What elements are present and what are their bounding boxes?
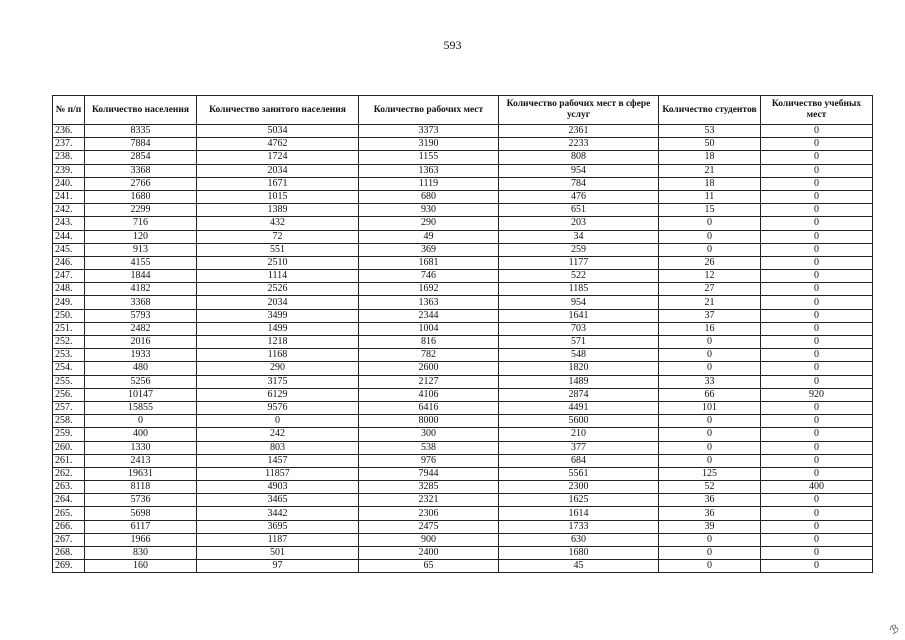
table-cell: 0 xyxy=(761,309,873,322)
table-cell: 0 xyxy=(659,454,761,467)
table-cell: 0 xyxy=(761,401,873,414)
table-cell: 2413 xyxy=(85,454,197,467)
table-cell: 120 xyxy=(85,230,197,243)
table-cell: 0 xyxy=(659,560,761,573)
table-cell: 2361 xyxy=(499,125,659,138)
table-cell: 4762 xyxy=(197,138,359,151)
table-row xyxy=(53,375,873,388)
table-row xyxy=(53,243,873,256)
table-cell: 160 xyxy=(85,560,197,573)
table-row xyxy=(53,309,873,322)
table-cell: 369 xyxy=(359,243,499,256)
table-cell: 2321 xyxy=(359,494,499,507)
table-cell: 0 xyxy=(659,415,761,428)
table-cell: 19631 xyxy=(85,467,197,480)
table-row xyxy=(53,415,873,428)
table-cell: 782 xyxy=(359,349,499,362)
table-cell: 5256 xyxy=(85,375,197,388)
table-cell: 1185 xyxy=(499,283,659,296)
table-row xyxy=(53,507,873,520)
table-cell: 2127 xyxy=(359,375,499,388)
table-header-row xyxy=(53,96,873,125)
table-cell: 1641 xyxy=(499,309,659,322)
table-cell: 0 xyxy=(761,507,873,520)
header-population: Количество населения xyxy=(85,96,197,125)
table-cell: 1614 xyxy=(499,507,659,520)
table-row xyxy=(53,533,873,546)
table-cell: 0 xyxy=(761,177,873,190)
table-row xyxy=(53,560,873,573)
row-number-cell: 248. xyxy=(53,283,85,296)
table-body xyxy=(53,125,873,573)
table-cell: 377 xyxy=(499,441,659,454)
row-number-cell: 241. xyxy=(53,190,85,203)
table-cell: 8000 xyxy=(359,415,499,428)
row-number-cell: 242. xyxy=(53,204,85,217)
table-cell: 2306 xyxy=(359,507,499,520)
row-number-cell: 247. xyxy=(53,270,85,283)
table-cell: 34 xyxy=(499,230,659,243)
table-row xyxy=(53,467,873,480)
table-cell: 1015 xyxy=(197,190,359,203)
table-cell: 65 xyxy=(359,560,499,573)
table-cell: 3373 xyxy=(359,125,499,138)
table-cell: 0 xyxy=(761,547,873,560)
table-cell: 630 xyxy=(499,533,659,546)
table-cell: 0 xyxy=(85,415,197,428)
table-cell: 49 xyxy=(359,230,499,243)
table-row xyxy=(53,177,873,190)
table-cell: 16 xyxy=(659,322,761,335)
row-number-cell: 246. xyxy=(53,256,85,269)
table-cell: 2874 xyxy=(499,388,659,401)
table-cell: 1681 xyxy=(359,256,499,269)
table-cell: 0 xyxy=(761,283,873,296)
row-number-cell: 254. xyxy=(53,362,85,375)
row-number-cell: 252. xyxy=(53,336,85,349)
table-cell: 954 xyxy=(499,296,659,309)
table-row xyxy=(53,190,873,203)
table-cell: 0 xyxy=(659,349,761,362)
table-cell: 4155 xyxy=(85,256,197,269)
table-cell: 7944 xyxy=(359,467,499,480)
table-cell: 0 xyxy=(761,441,873,454)
row-number-cell: 260. xyxy=(53,441,85,454)
table-cell: 5561 xyxy=(499,467,659,480)
header-employed-population: Количество занятого населения xyxy=(197,96,359,125)
table-cell: 0 xyxy=(761,204,873,217)
row-number-cell: 269. xyxy=(53,560,85,573)
table-cell: 2034 xyxy=(197,164,359,177)
table-cell: 210 xyxy=(499,428,659,441)
table-cell: 2344 xyxy=(359,309,499,322)
table-cell: 39 xyxy=(659,520,761,533)
table-cell: 548 xyxy=(499,349,659,362)
table-cell: 0 xyxy=(761,375,873,388)
table-cell: 716 xyxy=(85,217,197,230)
table-cell: 1625 xyxy=(499,494,659,507)
table-cell: 954 xyxy=(499,164,659,177)
table-row xyxy=(53,520,873,533)
data-table xyxy=(52,95,873,573)
table-cell: 2766 xyxy=(85,177,197,190)
table-row xyxy=(53,322,873,335)
row-number-cell: 239. xyxy=(53,164,85,177)
table-cell: 6416 xyxy=(359,401,499,414)
table-cell: 1724 xyxy=(197,151,359,164)
table-cell: 400 xyxy=(761,481,873,494)
table-cell: 680 xyxy=(359,190,499,203)
table-cell: 26 xyxy=(659,256,761,269)
table-cell: 1004 xyxy=(359,322,499,335)
table-cell: 0 xyxy=(659,533,761,546)
table-cell: 0 xyxy=(761,520,873,533)
table-cell: 0 xyxy=(761,322,873,335)
table-cell: 1933 xyxy=(85,349,197,362)
table-cell: 0 xyxy=(761,125,873,138)
row-number-cell: 244. xyxy=(53,230,85,243)
table-row xyxy=(53,256,873,269)
table-cell: 0 xyxy=(761,151,873,164)
table-row xyxy=(53,481,873,494)
table-cell: 480 xyxy=(85,362,197,375)
table-row xyxy=(53,336,873,349)
table-cell: 8335 xyxy=(85,125,197,138)
row-number-cell: 264. xyxy=(53,494,85,507)
table-cell: 1733 xyxy=(499,520,659,533)
table-cell: 1168 xyxy=(197,349,359,362)
table-cell: 1218 xyxy=(197,336,359,349)
table-row xyxy=(53,125,873,138)
table-cell: 21 xyxy=(659,164,761,177)
table-cell: 808 xyxy=(499,151,659,164)
table-cell: 0 xyxy=(761,336,873,349)
table-cell: 36 xyxy=(659,507,761,520)
table-cell: 476 xyxy=(499,190,659,203)
table-row xyxy=(53,296,873,309)
table-cell: 920 xyxy=(761,388,873,401)
table-cell: 6117 xyxy=(85,520,197,533)
header-service-jobs: Количество рабочих мест в сфере услуг xyxy=(499,96,659,125)
table-cell: 1844 xyxy=(85,270,197,283)
table-cell: 12 xyxy=(659,270,761,283)
table-cell: 101 xyxy=(659,401,761,414)
table-cell: 6129 xyxy=(197,388,359,401)
table-cell: 1820 xyxy=(499,362,659,375)
table-cell: 259 xyxy=(499,243,659,256)
table-cell: 52 xyxy=(659,481,761,494)
table-cell: 37 xyxy=(659,309,761,322)
table-cell: 3368 xyxy=(85,296,197,309)
table-cell: 203 xyxy=(499,217,659,230)
table-cell: 830 xyxy=(85,547,197,560)
table-cell: 1363 xyxy=(359,296,499,309)
table-cell: 0 xyxy=(761,243,873,256)
table-row xyxy=(53,388,873,401)
table-cell: 18 xyxy=(659,151,761,164)
table-row xyxy=(53,217,873,230)
table-cell: 1680 xyxy=(85,190,197,203)
table-cell: 1330 xyxy=(85,441,197,454)
row-number-cell: 267. xyxy=(53,533,85,546)
table-cell: 1671 xyxy=(197,177,359,190)
table-cell: 0 xyxy=(761,560,873,573)
page-number: 593 xyxy=(443,38,462,52)
table-cell: 0 xyxy=(761,296,873,309)
table-cell: 50 xyxy=(659,138,761,151)
table-cell: 571 xyxy=(499,336,659,349)
table-cell: 0 xyxy=(659,547,761,560)
table-cell: 0 xyxy=(761,467,873,480)
table-cell: 1155 xyxy=(359,151,499,164)
table-cell: 1187 xyxy=(197,533,359,546)
table-cell: 930 xyxy=(359,204,499,217)
table-cell: 4182 xyxy=(85,283,197,296)
table-cell: 2299 xyxy=(85,204,197,217)
table-row xyxy=(53,151,873,164)
table-cell: 0 xyxy=(659,217,761,230)
table-cell: 432 xyxy=(197,217,359,230)
table-row xyxy=(53,164,873,177)
table-cell: 2600 xyxy=(359,362,499,375)
table-cell: 1680 xyxy=(499,547,659,560)
table-cell: 18 xyxy=(659,177,761,190)
row-number-cell: 236. xyxy=(53,125,85,138)
table-cell: 0 xyxy=(659,243,761,256)
table-cell: 0 xyxy=(761,217,873,230)
row-number-cell: 255. xyxy=(53,375,85,388)
table-row xyxy=(53,428,873,441)
table-cell: 501 xyxy=(197,547,359,560)
table-cell: 1389 xyxy=(197,204,359,217)
table-cell: 15 xyxy=(659,204,761,217)
row-number-cell: 257. xyxy=(53,401,85,414)
table-cell: 0 xyxy=(761,362,873,375)
table-cell: 9576 xyxy=(197,401,359,414)
header-jobs: Количество рабочих мест xyxy=(359,96,499,125)
table-row xyxy=(53,204,873,217)
row-number-cell: 268. xyxy=(53,547,85,560)
table-cell: 538 xyxy=(359,441,499,454)
table-cell: 11857 xyxy=(197,467,359,480)
table-cell: 125 xyxy=(659,467,761,480)
table-cell: 290 xyxy=(359,217,499,230)
table-cell: 3175 xyxy=(197,375,359,388)
table-cell: 784 xyxy=(499,177,659,190)
table-cell: 0 xyxy=(761,494,873,507)
row-number-cell: 259. xyxy=(53,428,85,441)
table-cell: 0 xyxy=(761,428,873,441)
header-study-places: Количество учебных мест xyxy=(761,96,873,125)
table-cell: 72 xyxy=(197,230,359,243)
table-row xyxy=(53,441,873,454)
table-cell: 551 xyxy=(197,243,359,256)
table-cell: 2233 xyxy=(499,138,659,151)
table-cell: 2016 xyxy=(85,336,197,349)
table-cell: 4903 xyxy=(197,481,359,494)
table-cell: 97 xyxy=(197,560,359,573)
table-cell: 45 xyxy=(499,560,659,573)
table-cell: 21 xyxy=(659,296,761,309)
table-cell: 2475 xyxy=(359,520,499,533)
row-number-cell: 245. xyxy=(53,243,85,256)
table-row xyxy=(53,454,873,467)
table-cell: 2526 xyxy=(197,283,359,296)
handwritten-mark: ℬ xyxy=(888,622,902,638)
table-cell: 3465 xyxy=(197,494,359,507)
table-row xyxy=(53,138,873,151)
table-cell: 3190 xyxy=(359,138,499,151)
table-cell: 0 xyxy=(659,336,761,349)
table-cell: 1692 xyxy=(359,283,499,296)
table-cell: 803 xyxy=(197,441,359,454)
table-cell: 0 xyxy=(659,362,761,375)
row-number-cell: 262. xyxy=(53,467,85,480)
row-number-cell: 238. xyxy=(53,151,85,164)
table-cell: 0 xyxy=(761,454,873,467)
table-cell: 0 xyxy=(761,230,873,243)
table-cell: 1489 xyxy=(499,375,659,388)
table-cell: 400 xyxy=(85,428,197,441)
table-row xyxy=(53,349,873,362)
table-cell: 15855 xyxy=(85,401,197,414)
table-cell: 651 xyxy=(499,204,659,217)
header-row-number: № п/п xyxy=(53,96,85,125)
table-cell: 3695 xyxy=(197,520,359,533)
table-cell: 33 xyxy=(659,375,761,388)
row-number-cell: 266. xyxy=(53,520,85,533)
table-cell: 746 xyxy=(359,270,499,283)
row-number-cell: 258. xyxy=(53,415,85,428)
row-number-cell: 251. xyxy=(53,322,85,335)
row-number-cell: 256. xyxy=(53,388,85,401)
table-row xyxy=(53,547,873,560)
row-number-cell: 253. xyxy=(53,349,85,362)
table-cell: 0 xyxy=(761,256,873,269)
table-cell: 3285 xyxy=(359,481,499,494)
table-row xyxy=(53,362,873,375)
table-cell: 0 xyxy=(761,270,873,283)
table-cell: 913 xyxy=(85,243,197,256)
table-row xyxy=(53,494,873,507)
table-cell: 2482 xyxy=(85,322,197,335)
table-cell: 10147 xyxy=(85,388,197,401)
table-cell: 7884 xyxy=(85,138,197,151)
table-cell: 53 xyxy=(659,125,761,138)
table-cell: 300 xyxy=(359,428,499,441)
table-cell: 1363 xyxy=(359,164,499,177)
row-number-cell: 263. xyxy=(53,481,85,494)
table-cell: 242 xyxy=(197,428,359,441)
table-cell: 5793 xyxy=(85,309,197,322)
table-cell: 5736 xyxy=(85,494,197,507)
table-cell: 0 xyxy=(761,190,873,203)
table-cell: 4491 xyxy=(499,401,659,414)
table-cell: 1499 xyxy=(197,322,359,335)
header-students: Количество студентов xyxy=(659,96,761,125)
table-cell: 703 xyxy=(499,322,659,335)
table-cell: 2854 xyxy=(85,151,197,164)
table-cell: 0 xyxy=(761,164,873,177)
table-cell: 684 xyxy=(499,454,659,467)
table-cell: 290 xyxy=(197,362,359,375)
table-cell: 0 xyxy=(659,230,761,243)
table-cell: 0 xyxy=(761,349,873,362)
table-cell: 3368 xyxy=(85,164,197,177)
table-cell: 0 xyxy=(659,441,761,454)
table-cell: 0 xyxy=(761,138,873,151)
table-cell: 5034 xyxy=(197,125,359,138)
table-cell: 1457 xyxy=(197,454,359,467)
table-cell: 1114 xyxy=(197,270,359,283)
table-cell: 2510 xyxy=(197,256,359,269)
table-cell: 522 xyxy=(499,270,659,283)
table-cell: 8118 xyxy=(85,481,197,494)
table-cell: 11 xyxy=(659,190,761,203)
table-cell: 5600 xyxy=(499,415,659,428)
table-cell: 0 xyxy=(197,415,359,428)
table-cell: 0 xyxy=(659,428,761,441)
row-number-cell: 240. xyxy=(53,177,85,190)
table-row xyxy=(53,401,873,414)
table-cell: 1119 xyxy=(359,177,499,190)
table-row xyxy=(53,270,873,283)
table-cell: 3499 xyxy=(197,309,359,322)
row-number-cell: 243. xyxy=(53,217,85,230)
table-cell: 0 xyxy=(761,533,873,546)
table-cell: 27 xyxy=(659,283,761,296)
table-cell: 4106 xyxy=(359,388,499,401)
table-row xyxy=(53,283,873,296)
table-cell: 1966 xyxy=(85,533,197,546)
table-cell: 2034 xyxy=(197,296,359,309)
table-row xyxy=(53,230,873,243)
table-cell: 36 xyxy=(659,494,761,507)
table-cell: 3442 xyxy=(197,507,359,520)
row-number-cell: 237. xyxy=(53,138,85,151)
row-number-cell: 261. xyxy=(53,454,85,467)
row-number-cell: 250. xyxy=(53,309,85,322)
table-cell: 0 xyxy=(761,415,873,428)
table-cell: 5698 xyxy=(85,507,197,520)
table-cell: 1177 xyxy=(499,256,659,269)
table-cell: 2400 xyxy=(359,547,499,560)
row-number-cell: 249. xyxy=(53,296,85,309)
table-cell: 66 xyxy=(659,388,761,401)
table-cell: 816 xyxy=(359,336,499,349)
table-cell: 2300 xyxy=(499,481,659,494)
table-cell: 976 xyxy=(359,454,499,467)
table-cell: 900 xyxy=(359,533,499,546)
row-number-cell: 265. xyxy=(53,507,85,520)
